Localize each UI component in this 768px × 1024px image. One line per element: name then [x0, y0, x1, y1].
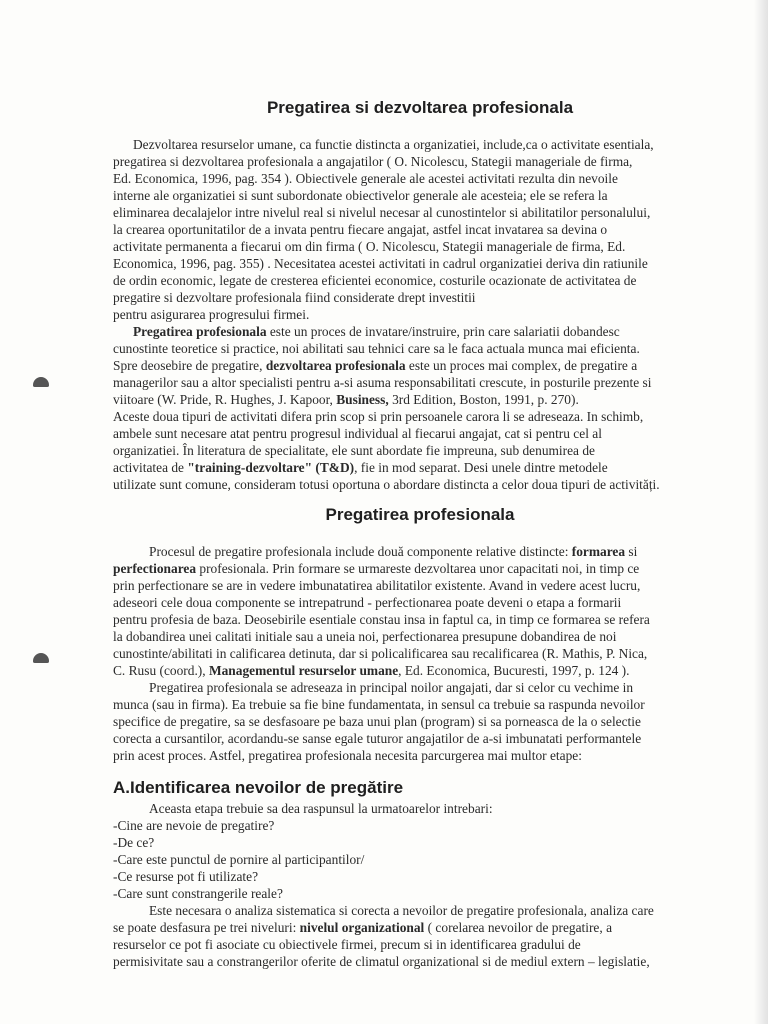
text-line: Pregatirea profesionala se adreseaza in principal noilor angajati, dar si celor cu vechime in: [149, 680, 634, 695]
text-line: Este necesara o analiza sistematica si corecta a nevoilor de pregatire profesionala, analiza care: [149, 903, 654, 918]
text-line: prin perfectionare se are in vedere imbunatatirea abilitatilor existente. Avand in vedere acest lucru,: [113, 578, 641, 593]
text-line: [113, 560, 727, 577]
term-perfectionarea: perfectionarea: [113, 561, 197, 576]
term-nivelul-organizational: nivelul organizational: [299, 920, 425, 935]
text-span: , Ed. Economica, Bucuresti, 1997, p. 124 ).: [398, 663, 630, 678]
text-line: adeseori cele doua componente se intrepatrund - perfectionarea poate deveni o etapa a formarii: [113, 595, 622, 610]
question-item: -Ce resurse pot fi utilizate?: [113, 869, 259, 884]
text-line: Ed. Economica, 1996, pag. 354 ). Obiectivele generale ale acestei activitati rezulta din nevoile: [113, 171, 618, 186]
text-line: [113, 391, 727, 408]
text-span: este un proces mai complex, de pregatire a: [405, 358, 638, 373]
text-line: [113, 357, 727, 374]
term-pregatirea-profesionala: Pregatirea profesionala: [133, 324, 267, 339]
punch-hole-mark: [33, 377, 49, 387]
text-line: activitate permanenta a fiecarui om din firma ( O. Nicolescu, Stategii manageriale de firma, Ed.: [113, 239, 626, 254]
text-line: cunostinte/abilitati in calificarea detinuta, dar si policalificarea sau recalificarea (R. Mathis, P. Nica,: [113, 646, 648, 661]
question-item: -De ce?: [113, 835, 155, 850]
text-line: Aceasta etapa trebuie sa dea raspunsul la urmatoarelor intrebari:: [149, 801, 493, 816]
text-span: este un proces de invatare/instruire, prin care salariatii dobandesc: [266, 324, 620, 339]
text-span: C. Rusu (coord.),: [113, 663, 209, 678]
text-line: munca (sau in firma). Ea trebuie sa fie bine fundamentata, in sensul ca trebuie sa raspunda nevoilor: [113, 697, 645, 712]
document-page: [113, 92, 727, 970]
text-line: [113, 323, 727, 340]
question-item: -Cine are nevoie de pregatire?: [113, 818, 275, 833]
text-line: pentru profesia de baza. Deosebirile esentiale constau insa in faptul ca, in timp ce formarea se refera: [113, 612, 650, 627]
text-line: managerilor sau a altor specialisti pentru a-si asuma responsabilitati crescute, in posturile prezente si: [113, 375, 652, 390]
text-line: la dobandirea unei calitati initiale sau a uneia noi, perfectionarea presupune dobandirea de noi: [113, 629, 617, 644]
question-item: -Care sunt constrangerile reale?: [113, 886, 283, 901]
text-line: specifice de pregatire, sa se desfasoare pe baza unui plan (program) si sa porneasca de la o selectie: [113, 714, 641, 729]
text-line: [113, 543, 727, 560]
intro-paragraph-2: [113, 323, 727, 493]
text-line: ambele sunt necesare atat pentru progresul individual al fiecarui angajat, cat si pentru cel al: [113, 426, 602, 441]
text-line: interne ale organizatiei si sunt subordonate obiectivelor generale ale acesteia; ele se refera la: [113, 188, 608, 203]
text-span: profesionala. Prin formare se urmareste dezvoltarea unor capacitati noi, in timp ce: [196, 561, 640, 576]
punch-hole-mark: [33, 653, 49, 663]
term-formarea: formarea: [571, 544, 626, 559]
text-line: Aceste doua tipuri de activitati difera prin scop si prin persoanele carora li se adreseaza. In schimb,: [113, 409, 644, 424]
text-line: utilizate sunt comune, consideram totusi oportuna o abordare distincta a celor doua tipuri de activități.: [113, 477, 660, 492]
text-line: Economica, 1996, pag. 355) . Necesitatea acestei activitati in cadrul organizatiei deriva din ratiunile: [113, 256, 648, 271]
text-span: Procesul de pregatire profesionala include două componente relative distincte:: [149, 544, 572, 559]
term-dezvoltarea-profesionala: dezvoltarea profesionala: [265, 358, 406, 373]
scan-page-edge: [754, 0, 768, 1024]
section-heading-pregatirea-profesionala: Pregatirea profesionala: [325, 505, 515, 524]
intro-paragraph-1: [113, 136, 727, 323]
text-span: Spre deosebire de pregatire,: [113, 358, 266, 373]
text-span: activitatea de: [113, 460, 188, 475]
text-span: se poate desfasura pe trei niveluri:: [113, 920, 300, 935]
text-span: si: [625, 544, 638, 559]
question-item: -Care este punctul de pornire al participantilor/: [113, 852, 365, 867]
text-line: prin acest proces. Astfel, pregatirea profesionala necesita parcurgerea mai multor etape:: [113, 748, 582, 763]
text-line: [113, 662, 727, 679]
section1-paragraph-1: [113, 543, 727, 679]
citation-title: Managementul resurselor umane: [208, 663, 399, 678]
text-line: de ordin economic, legate de cresterea eficientei economice, costurile ocazionate de activitatea de: [113, 273, 637, 288]
text-line: la crearea oportunitatilor de a invata pentru fiecare angajat, astfel incat invatarea sa devina o: [113, 222, 608, 237]
text-line: pregatire si dezvoltare profesionala fiind considerate drept investitii: [113, 290, 476, 305]
section2-body: [113, 800, 727, 970]
term-training-dezvoltare: "training-dezvoltare" (T&D): [187, 460, 355, 475]
text-line: [113, 459, 727, 476]
text-line: [113, 919, 727, 936]
text-line: corecta a cursantilor, acordandu-se sanse egale tuturor angajatilor de a-si imbunatati performantele: [113, 731, 642, 746]
text-span: ( corelarea nevoilor de pregatire, a: [424, 920, 613, 935]
document-title: Pregatirea si dezvoltarea profesionala: [266, 98, 574, 117]
text-line: pregatirea si dezvoltarea profesionala a angajatilor ( O. Nicolescu, Stategii manageriale de firma,: [113, 154, 633, 169]
text-span: , fie in mod separat. Desi unele dintre metodele: [354, 460, 608, 475]
text-line: organizatiei. În literatura de specialitate, ele sunt abordate fie impreuna, sub denumirea de: [113, 443, 595, 458]
citation-title: Business,: [336, 392, 389, 407]
text-line: pentru asigurarea progresului firmei.: [113, 307, 310, 322]
text-line: permisivitate sau a constrangerilor oferite de climatul organizational si de mediul extern – legislatie,: [113, 954, 650, 969]
text-span: 3rd Edition, Boston, 1991, p. 270).: [388, 392, 579, 407]
section-heading-identificarea-nevoilor: A.Identificarea nevoilor de pregătire: [113, 778, 404, 797]
section1-paragraph-2: [113, 679, 727, 764]
text-span: viitoare (W. Pride, R. Hughes, J. Kapoor,: [113, 392, 337, 407]
text-line: resurselor ce pot fi asociate cu obiectivele firmei, precum si in identificarea gradului de: [113, 937, 581, 952]
text-line: eliminarea decalajelor intre nivelul real si nivelul necesar al cunostintelor si abilitatilor personalului,: [113, 205, 651, 220]
text-line: Dezvoltarea resurselor umane, ca functie distincta a organizatiei, include,ca o activitate esentiala,: [133, 137, 654, 152]
text-line: cunostinte teoretice si practice, noi abilitati sau tehnici care sa le faca actuala munca mai eficienta.: [113, 341, 640, 356]
